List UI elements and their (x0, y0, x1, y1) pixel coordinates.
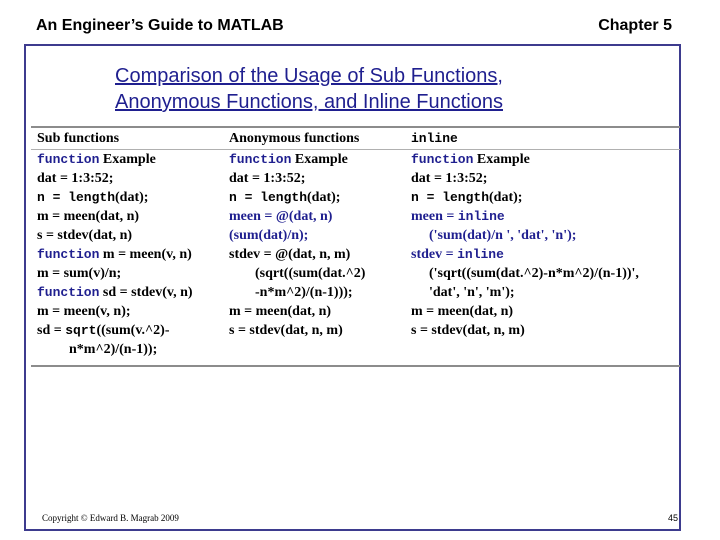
chapter-label: Chapter 5 (598, 17, 672, 34)
code-line: dat = 1:3:52; (229, 171, 306, 186)
page-number: 45 (667, 513, 678, 523)
slide-title-line-1: Comparison of the Usage of Sub Functions, (115, 65, 503, 87)
code-line: stdev = @(dat, n, m) (229, 247, 351, 262)
sub-functions-column (37, 129, 193, 359)
code-line: sd = sqrt((sum(v.^2)- (37, 323, 170, 338)
anonymous-functions-heading: Anonymous functions (229, 131, 360, 146)
table-top-rule (31, 126, 680, 128)
code-line: n = length(dat); (229, 190, 341, 205)
code-line: n*m^2)/(n-1)); (69, 342, 158, 357)
anonymous-functions-column (229, 129, 365, 340)
slide-title-line-2: Anonymous Functions, and Inline Functions (115, 91, 503, 113)
code-line: function Example (411, 152, 530, 167)
code-line: s = stdev(dat, n, m) (411, 323, 525, 338)
table-bottom-rule (31, 365, 680, 367)
code-line: function sd = stdev(v, n) (37, 285, 193, 300)
code-line: (sum(dat)/n); (229, 228, 309, 243)
code-line: n = length(dat); (411, 190, 523, 205)
code-line: (sqrt((sum(dat.^2) (255, 266, 366, 281)
code-line: ('sum(dat)/n ', 'dat', 'n'); (429, 228, 577, 243)
book-title: An Engineer’s Guide to MATLAB (36, 17, 284, 34)
code-line: m = sum(v)/n; (37, 266, 122, 281)
code-line: m = meen(dat, n) (411, 304, 514, 319)
slide-title (115, 63, 675, 115)
code-line: function Example (229, 152, 348, 167)
code-line: s = stdev(dat, n, m) (229, 323, 343, 338)
inline-heading: inline (411, 131, 458, 146)
sub-functions-heading: Sub functions (37, 131, 120, 146)
code-line: m = meen(dat, n) (37, 209, 140, 224)
code-line: meen = inline (411, 209, 505, 224)
code-line: stdev = inline (411, 247, 504, 262)
code-line: meen = @(dat, n) (229, 209, 333, 224)
code-line: function Example (37, 152, 156, 167)
code-line: function m = meen(v, n) (37, 247, 192, 262)
code-line: 'dat', 'n', 'm'); (429, 285, 515, 300)
code-line: n = length(dat); (37, 190, 149, 205)
inline-functions-column (411, 129, 639, 340)
code-line: -n*m^2)/(n-1))); (255, 285, 353, 300)
code-line: m = meen(dat, n) (229, 304, 332, 319)
code-line: m = meen(v, n); (37, 304, 131, 319)
code-line: ('sqrt((sum(dat.^2)-n*m^2)/(n-1))', (429, 266, 639, 281)
code-line: s = stdev(dat, n) (37, 228, 133, 243)
code-line: dat = 1:3:52; (411, 171, 488, 186)
copyright-notice: Copyright © Edward B. Magrab 2009 (42, 513, 179, 523)
code-line: dat = 1:3:52; (37, 171, 114, 186)
